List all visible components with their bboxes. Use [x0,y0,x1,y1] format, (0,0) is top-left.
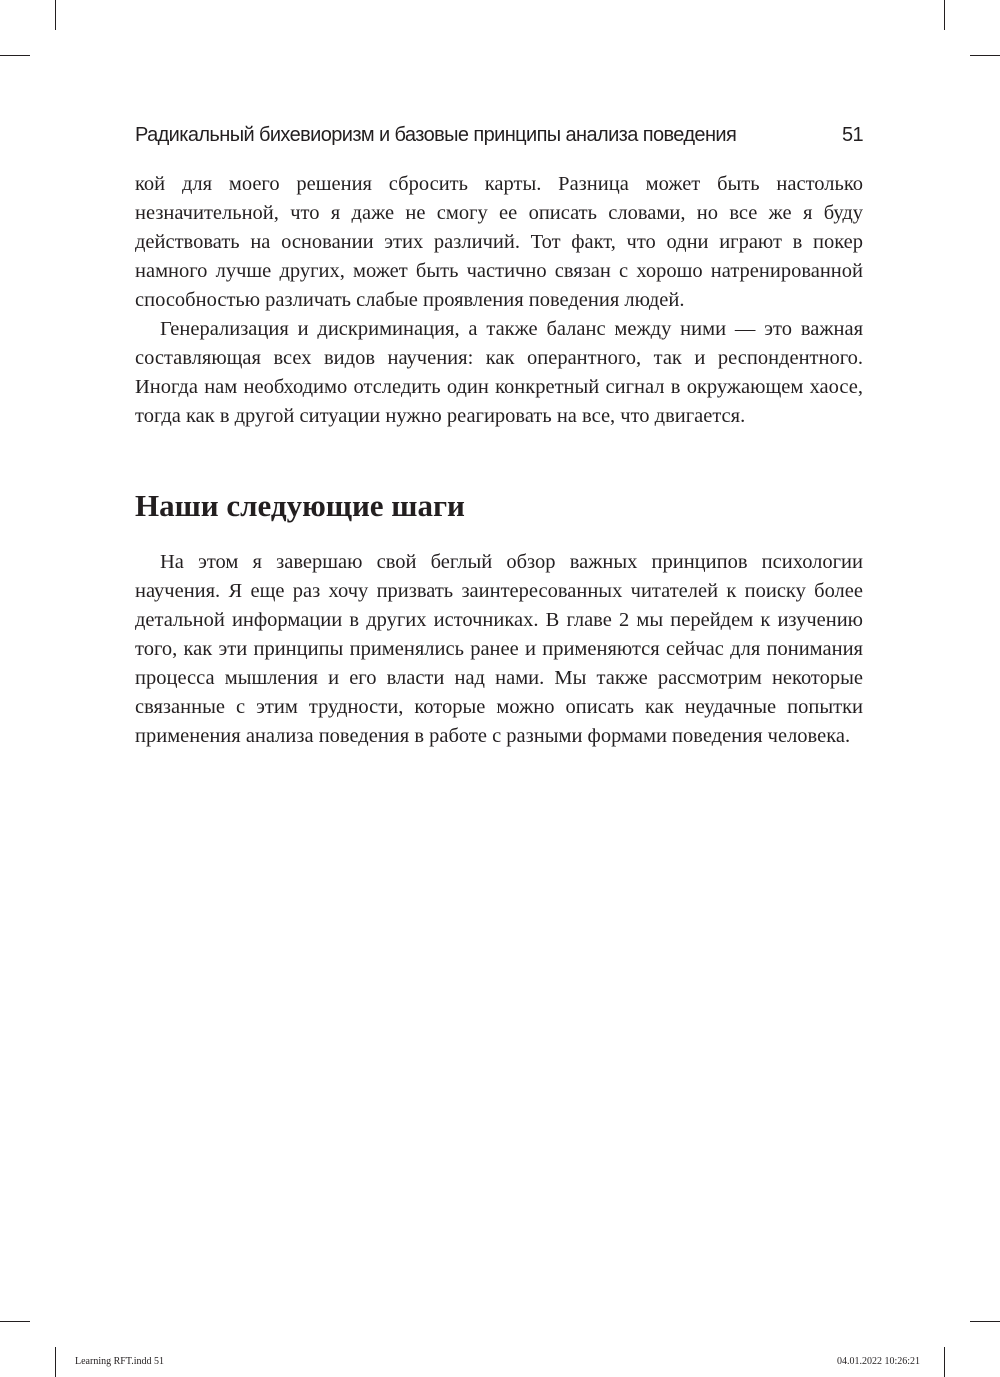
section-heading: Наши следующие шаги [135,488,465,523]
crop-mark-bottom-left-h [0,1321,30,1322]
page-number: 51 [841,124,863,146]
crop-mark-bottom-right-h [970,1321,1000,1322]
running-head-title: Радикальный бихевиоризм и базовые принципы анализа поведения [135,124,737,146]
crop-mark-top-right-h [970,55,1000,56]
section-paragraph: На этом я завершаю свой беглый обзор важных принципов психологии научения. Я еще раз хочу призвать заинтересованных читателей к поиску более детальной информации в других источниках. В главе 2 мы перейдем к изучению того, как эти принципы применялись ранее и применяются сейчас для понимания процесса мышления и его власти над нами. Мы также рассмотрим некоторые связанные с этим трудности, которые можно описать как неудачные попытки применения анализа поведения в работе с разными формами поведения человека. [135,551,863,747]
crop-mark-bottom-left [55,1347,56,1377]
section-body [135,548,863,751]
paragraph-1: кой для моего решения сбросить карты. Разница может быть настолько незначительной, что я даже не смогу ее описать словами, но все же я буду действовать на основании этих различий. Тот факт, что одни играют в покер намного лучше других, может быть частично связан с хорошо натренированной способностью различать слабые проявления поведения людей. [135,173,863,311]
paragraph-2: Генерализация и дискриминация, а также баланс между ними — это важная составляющая всех видов научения: как оперантного, так и респондентного. Иногда нам необходимо отследить один конкретный сигнал в окружающем хаосе, тогда как в другой ситуации нужно реагировать на все, что двигается. [135,318,863,427]
crop-mark-bottom-right [944,1347,945,1377]
slug-timestamp: 04.01.2022 10:26:21 [836,1356,920,1367]
crop-mark-top-left [55,0,56,30]
crop-mark-top-right [944,0,945,30]
crop-mark-top-left-h [0,55,30,56]
body-text [135,170,863,431]
slug-file-info: Learning RFT.indd 51 [75,1356,164,1367]
